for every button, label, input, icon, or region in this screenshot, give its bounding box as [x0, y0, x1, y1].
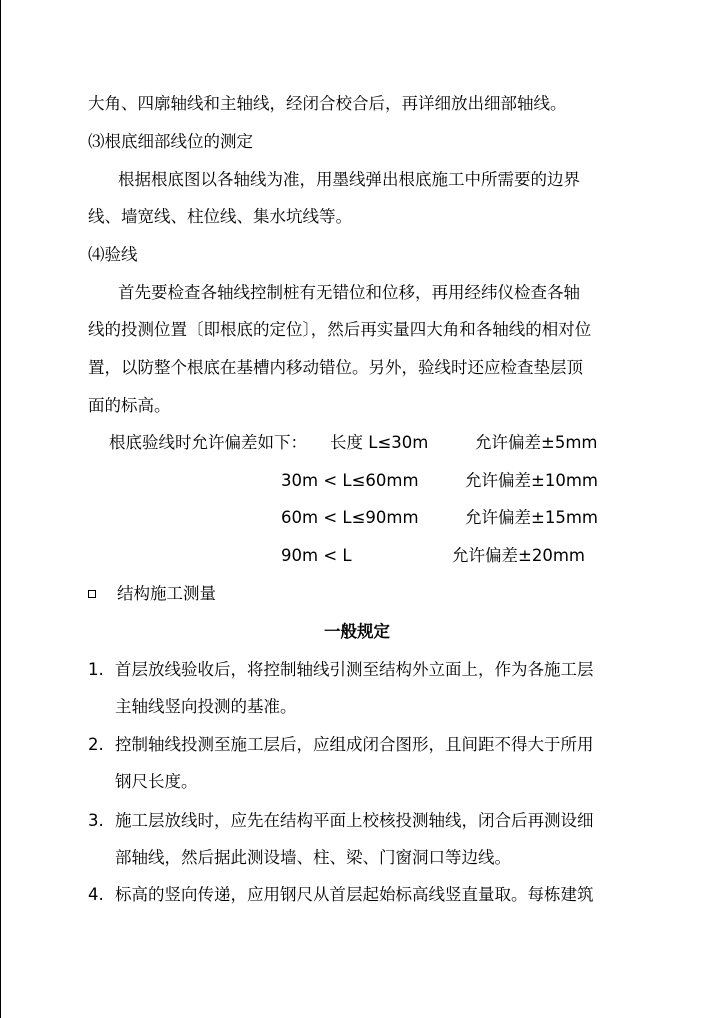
square-bullet-icon: [88, 590, 96, 598]
page-left-border: [0, 0, 1, 1018]
tolerance-range: 90m < L: [281, 546, 352, 565]
rule-line: 钢尺长度。: [115, 772, 198, 791]
section-4-heading: ⑷验线: [88, 245, 138, 264]
tolerance-deviation: 允许偏差±5mm: [475, 433, 598, 452]
rule-number: 2.: [88, 735, 104, 754]
section-3-heading: ⑶根底细部线位的测定: [88, 132, 253, 151]
rule-number: 4.: [88, 885, 104, 904]
paragraph-line: 置，以防整个根底在基槽内移动错位。另外，验线时还应检查垫层顶: [88, 358, 583, 377]
tolerance-intro: 根底验线时允许偏差如下：: [109, 433, 307, 452]
rule-number: 3.: [88, 811, 104, 830]
rule-line: 部轴线，然后据此测设墙、柱、梁、门窗洞口等边线。: [115, 848, 511, 867]
paragraph-line: 线、墙宽线、柱位线、集水坑线等。: [88, 207, 352, 226]
rule-line: 首层放线验收后，将控制轴线引测至结构外立面上，作为各施工层: [115, 660, 594, 679]
paragraph-line: 大角、四廓轴线和主轴线，经闭合校合后，再详细放出细部轴线。: [88, 94, 567, 113]
rule-line: 主轴线竖向投测的基准。: [115, 697, 297, 716]
paragraph-line: 根据根底图以各轴线为准，用墨线弹出根底施工中所需要的边界: [118, 170, 580, 189]
tolerance-range: 长度 L≤30m: [330, 433, 429, 452]
tolerance-deviation: 允许偏差±20mm: [452, 546, 585, 565]
rule-number: 1.: [88, 660, 104, 679]
tolerance-range: 60m < L≤90mm: [281, 508, 419, 527]
section-title: 一般规定: [324, 622, 390, 641]
paragraph-line: 线的投测位置〔即根底的定位〕，然后再实量四大角和各轴线的相对位: [88, 320, 592, 339]
paragraph-line: 首先要检查各轴线控制桩有无错位和位移，再用经纬仪检查各轴: [118, 283, 580, 302]
tolerance-range: 30m < L≤60mm: [281, 471, 419, 490]
rule-line: 标高的竖向传递，应用钢尺从首层起始标高线竖直量取。每栋建筑: [115, 885, 594, 904]
paragraph-line: 面的标高。: [88, 396, 171, 415]
rule-line: 施工层放线时，应先在结构平面上校核投测轴线，闭合后再测设细: [115, 811, 594, 830]
section-bullet-heading: 结构施工测量: [117, 584, 216, 603]
tolerance-deviation: 允许偏差±10mm: [465, 471, 598, 490]
tolerance-deviation: 允许偏差±15mm: [465, 508, 598, 527]
rule-line: 控制轴线投测至施工层后，应组成闭合图形，且间距不得大于所用: [115, 735, 594, 754]
